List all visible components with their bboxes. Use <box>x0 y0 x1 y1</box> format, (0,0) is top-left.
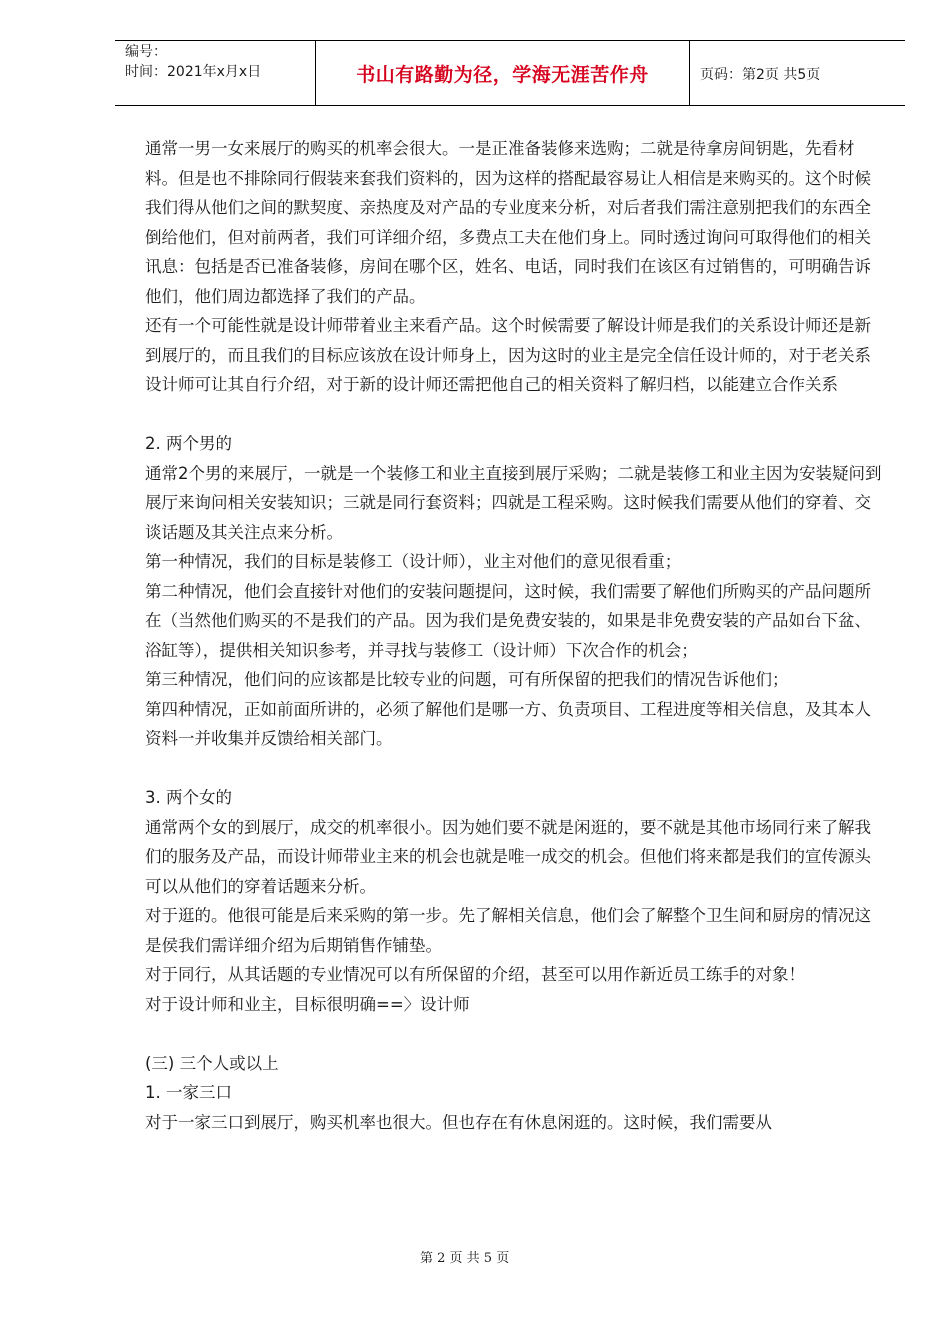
section-heading: 2. 两个男的 <box>145 434 232 453</box>
paragraph: 通常两个女的到展厅，成交的机率很小。因为她们要不就是闲逛的，要不就是其他市场同行来了解我们的服务及产品，而设计师带业主来的机会也就是唯一成交的机会。但他们将来都是我们的宣传源头可以从他们的穿着话题来分析。 <box>145 817 871 896</box>
header-motto: 书山有路勤为径，学海无涯苦作舟 <box>315 41 690 106</box>
document-body <box>145 134 885 1137</box>
section-heading: (三) 三个人或以上 <box>145 1053 279 1073</box>
paragraph: 第四种情况，正如前面所讲的，必须了解他们是哪一方、负责项目、工程进度等相关信息，及其本人资料一并收集并反馈给相关部门。 <box>145 699 871 748</box>
paragraph: 对于一家三口到展厅，购买机率也很大。但也存在有休息闲逛的。这时候，我们需要从 <box>145 1112 772 1132</box>
spacer <box>145 754 885 784</box>
paragraph: 通常一男一女来展厅的购买的机率会很大。一是正准备装修来选购；二就是待拿房间钥匙，先看材料。但是也不排除同行假装来套我们资料的，因为这样的搭配最容易让人相信是来购买的。这个时候我们得从他们之间的默契度、亲热度及对产品的专业度来分析，对后者我们需注意别把我们的东西全倒给他们，但对前两者，我们可详细介绍，多费点工夫在他们身上。同时透过询问可取得他们的相关讯息：包括是否已准备装修，房间在哪个区，姓名、电话，同时我们在该区有过销售的，可明确告诉他们，他们周边都选择了我们的产品。 <box>145 139 871 306</box>
paragraph: 第三种情况，他们问的应该都是比较专业的问题，可有所保留的把我们的情况告诉他们； <box>145 670 789 689</box>
paragraph: 对于同行，从其话题的专业情况可以有所保留的介绍，甚至可以用作新近员工练手的对象！ <box>145 965 805 984</box>
header-meta <box>115 41 315 106</box>
spacer <box>145 1019 885 1049</box>
page-header <box>115 40 905 106</box>
spacer <box>145 400 885 430</box>
paragraph: 对于设计师和业主，目标很明确==〉设计师 <box>145 994 470 1014</box>
paragraph: 第二种情况，他们会直接针对他们的安装问题提问，这时候，我们需要了解他们所购买的产品问题所在（当然他们购买的不是我们的产品。因为我们是免费安装的，如果是非免费安装的产品如台下盆、浴缸等），提供相关知识参考，并寻找与装修工（设计师）下次合作的机会； <box>145 581 871 660</box>
document-time-label: 时间：2021年x月x日 <box>125 64 262 80</box>
header-page-info: 页码：第2页 共5页 <box>700 66 821 83</box>
paragraph: 还有一个可能性就是设计师带着业主来看产品。这个时候需要了解设计师是我们的关系设计师还是新到展厅的，而且我们的目标应该放在设计师身上，因为这时的业主是完全信任设计师的，对于老关系设计师可让其自行介绍，对于新的设计师还需把他自己的相关资料了解归档，以能建立合作关系 <box>145 316 871 394</box>
paragraph: 通常2个男的来展厅，一就是一个装修工和业主直接到展厅采购；二就是装修工和业主因为安装疑问到展厅来询问相关安装知识；三就是同行套资料；四就是工程采购。这时候我们需要从他们的穿着、交谈话题及其关注点来分析。 <box>145 463 882 542</box>
paragraph: 第一种情况，我们的目标是装修工（设计师），业主对他们的意见很看重； <box>145 552 682 571</box>
page-footer: 第 2 页 共 5 页 <box>420 1251 510 1266</box>
document-number-label: 编号： <box>125 44 167 60</box>
section-heading: 3. 两个女的 <box>145 788 232 807</box>
paragraph: 对于逛的。他很可能是后来采购的第一步。先了解相关信息，他们会了解整个卫生间和厨房的情况这是侯我们需详细介绍为后期销售作铺垫。 <box>145 906 871 955</box>
subsection-heading: 1. 一家三口 <box>145 1083 232 1102</box>
